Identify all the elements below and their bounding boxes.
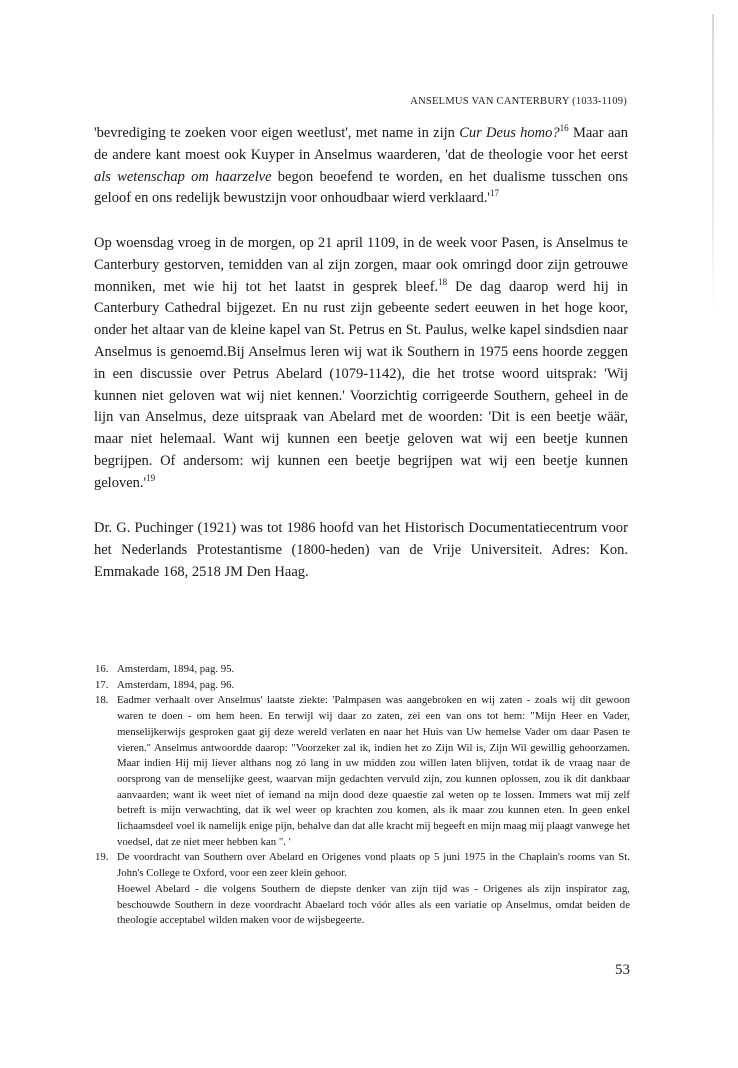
scan-edge-shadow <box>712 14 714 314</box>
footnote-ref-18[interactable]: 18 <box>438 276 448 287</box>
footnotes <box>95 662 630 929</box>
paragraph-2 <box>94 233 628 495</box>
footnote-number: 16. <box>95 663 109 675</box>
footnote-text: De voordracht van Southern over Abelard en Origenes vond plaats op 5 juni 1975 in the Chaplain's rooms van St. John's College te Oxford, voor een zeer klein gehoor. <box>117 851 630 880</box>
p1-text-1: 'bevrediging te zoeken voor eigen weetlust', met name in zijn <box>94 125 460 141</box>
page-number: 53 <box>615 962 630 978</box>
footnote-17 <box>95 678 630 694</box>
footnote-16 <box>95 662 630 678</box>
footnote-number: 19. <box>95 851 109 864</box>
footnote-19 <box>95 850 630 929</box>
p1-italic-title: Cur Deus homo? <box>459 125 560 141</box>
footnote-number: 18. <box>95 694 109 707</box>
footnote-18 <box>95 693 630 850</box>
footnote-ref-19[interactable]: 19 <box>146 472 156 483</box>
footnote-ref-16[interactable]: 16 <box>559 123 569 133</box>
p2-text-1: Op woensdag vroeg in de morgen, op 21 april 1109, in de week voor Pasen, is Anselmus te Canterbury gestorven, temidden van al zijn zorgen, maar ook omringd door zijn getrouwe monniken, met wie hij tot het laatst in gesprek bleef. <box>94 235 628 295</box>
p1-text-2: Maar aan de andere kant moest ook Kuyper in Anselmus waarderen, 'dat de theologie voor het eerst <box>94 125 628 163</box>
footnote-text: Eadmer verhaalt over Anselmus' laatste ziekte: 'Palmpasen was aangebroken en wij zaten - zoals wij dit gewoon waren te doen - om hem heen. En terwijl wij daar zo zaten, zei een van ons tot hem: "Mijn Heer en Vader, menselijkerwijs gesproken gaat gij deze wereld verlaten en naar het Huis van Uw hemelse Vader om daar Pasen te vieren." Anselmus antwoordde daarop: "Voorzeker zal ik, indien het zo Zijn Wil is, Zijn Wil gewillig gehoorzamen. Maar indien Hij mij liever althans nog zó lang in uw midden zou willen laten blijven, totdat ik de vraag naar de oorsprong van de menselijke geest, waarvan mijn gedachten vervuld zijn, zou kunnen oplossen, zou ik dit dankbaar aanvaarden; want ik weet niet of iemand na mijn dood deze quaestie zal weten op te lossen. Immers wat mij zelf betreft is mijn verwachting, dat ik wel weer op krachten zou komen, als ik maar zou kunnen eten. In geen enkel lichaamsdeel voel ik namelijk enige pijn, behalve dan dat alle kracht mij begeeft en mijn maag mij plaagt vanwege het voedsel, dat ze niet meer hebben kan ". ' <box>117 694 630 848</box>
p1-italic-phrase: als wetenschap om haarzelve <box>94 168 272 185</box>
p2-text-2: De dag daarop werd hij in Canterbury Cathedral bijgezet. En nu rust zijn gebeente sedert eeuwen in het hoge koor, onder het altaar van de kleine kapel van St. Petrus en St. Paulus, welke kapel sindsdien naar Anselmus is genoemd.Bij Anselmus leren wij wat ik Southern in 1975 eens hoorde zeggen in een discussie over Petrus Abelard (1079-1142), die het trotse woord uitsprak: 'Wij kunnen niet geloven wat wij niet kennen.' Voorzichtig corrigeerde Southern, geheel in de lijn van Anselmus, deze uitspraak van Abelard met de woorden: 'Dit is een beetje wäär, maar niet helemaal. Want wij kunnen een beetje geloven wat wij een beetje kunnen begrijpen. Of andersom: wij kunnen een beetje begrijpen wat wij een beetje kunnen geloven.' <box>94 278 628 491</box>
footnote-text: Amsterdam, 1894, pag. 95. <box>117 663 235 675</box>
paragraph-1 <box>94 123 628 210</box>
footnote-text: Amsterdam, 1894, pag. 96. <box>117 678 235 691</box>
footnote-number: 17. <box>95 678 109 691</box>
running-head: ANSELMUS VAN CANTERBURY (1033-1109) <box>410 96 627 107</box>
p1-text-3: begon beoefend te worden, en het dualisme tusschen ons geloof en ons redelijk bewustzijn voor onhoudbaar wierd verklaard.' <box>94 168 628 207</box>
footnote-ref-17[interactable]: 17 <box>490 188 500 199</box>
footnote-text-block <box>117 850 630 929</box>
footnote-text-continued: Hoewel Abelard - die volgens Southern de diepste denker van zijn tijd was - Origenes als zijn inspirator zag, beschouwde Southern in deze voordracht Abaelard toch vóór alles als een variatie op Anselmus, omdat beiden de theologie acceptabel wilden maken voor de wijsbegeerte. <box>117 882 630 927</box>
author-note: Dr. G. Puchinger (1921) was tot 1986 hoofd van het Historisch Documentatiecentrum voor het Nederlands Protestantisme (1800-heden) van de Vrije Universiteit. Adres: Kon. Emmakade 168, 2518 JM Den Haag. <box>94 520 628 580</box>
